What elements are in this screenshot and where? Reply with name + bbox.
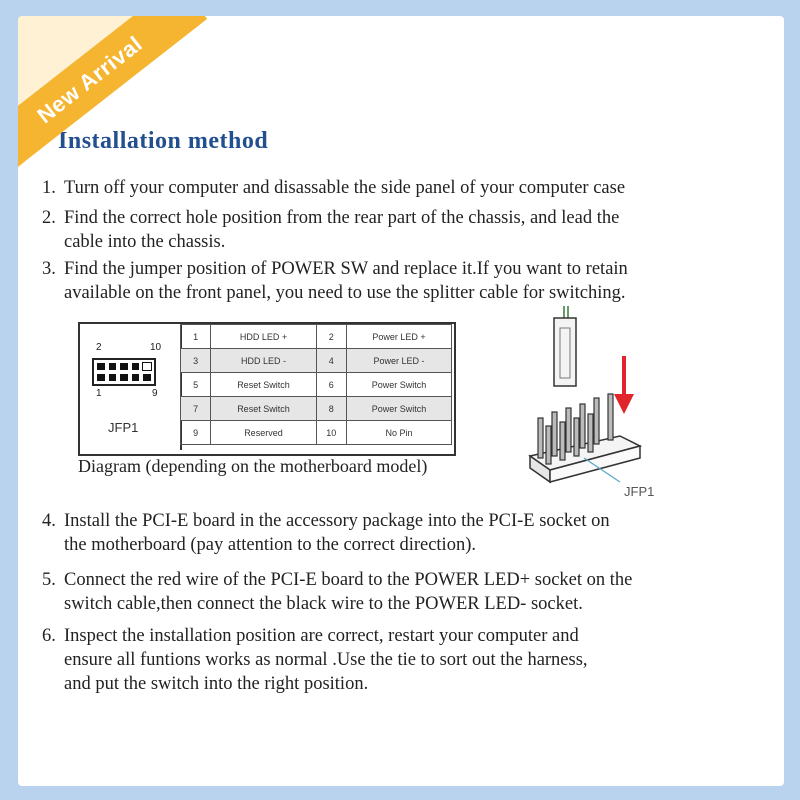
- step-text: Turn off your computer and disassable the side panel of your computer case: [64, 178, 626, 198]
- table-row: 7 Reset Switch 8 Power Switch: [181, 397, 452, 421]
- product-image-card: [18, 16, 784, 786]
- step-text: Install the PCI-E board in the accessory package into the PCI-E socket on: [64, 511, 610, 531]
- table-row: 9 Reserved 10 No Pin: [181, 421, 452, 445]
- step-text: Find the correct hole position from the rear part of the chassis, and lead the: [64, 208, 620, 228]
- table-row: 3 HDD LED - 4 Power LED -: [181, 349, 452, 373]
- step-number: 6.: [42, 626, 56, 646]
- diagram-caption: Diagram (depending on the motherboard model): [78, 456, 428, 476]
- pin-label: 10: [150, 342, 162, 353]
- step-6: [42, 624, 588, 696]
- step-text-cont: ensure all funtions works as normal .Use the tie to sort out the harness,: [64, 650, 588, 670]
- step-4: [42, 509, 610, 557]
- connector-illustration: [524, 306, 664, 506]
- connector-label: JFP1: [624, 484, 655, 499]
- step-number: 4.: [42, 511, 56, 531]
- step-number: 3.: [42, 259, 56, 279]
- page-title: Installation method: [58, 128, 269, 154]
- pin-grid: [92, 358, 156, 386]
- pin-label: 9: [152, 388, 158, 399]
- pin-label: 2: [96, 342, 102, 353]
- pin-header: [80, 324, 182, 450]
- pin-label: 1: [96, 388, 102, 399]
- step-3: [42, 257, 628, 305]
- table-row: 5 Reset Switch 6 Power Switch: [181, 373, 452, 397]
- step-text-cont: cable into the chassis.: [64, 232, 226, 252]
- step-text: Find the jumper position of POWER SW and replace it.If you want to retain: [64, 259, 628, 279]
- step-text-cont: and put the switch into the right position.: [64, 674, 369, 694]
- step-2: [42, 206, 619, 254]
- step-text-cont: switch cable,then connect the black wire to the POWER LED- socket.: [64, 594, 583, 614]
- step-number: 1.: [42, 178, 56, 198]
- step-text-cont: the motherboard (pay attention to the correct direction).: [64, 535, 476, 555]
- step-number: 5.: [42, 570, 56, 590]
- step-number: 2.: [42, 208, 56, 228]
- new-arrival-badge: New Arrival: [18, 16, 207, 179]
- step-text-cont: available on the front panel, you need to use the splitter cable for switching.: [64, 283, 626, 303]
- table-row: 1 HDD LED + 2 Power LED +: [181, 325, 452, 349]
- step-5: [42, 568, 632, 616]
- header-label: JFP1: [108, 420, 139, 435]
- jfp1-pin-diagram: [78, 322, 456, 456]
- pin-table: [180, 324, 452, 445]
- step-text: Connect the red wire of the PCI-E board to the POWER LED+ socket on the: [64, 570, 633, 590]
- step-text: Inspect the installation position are correct, restart your computer and: [64, 626, 579, 646]
